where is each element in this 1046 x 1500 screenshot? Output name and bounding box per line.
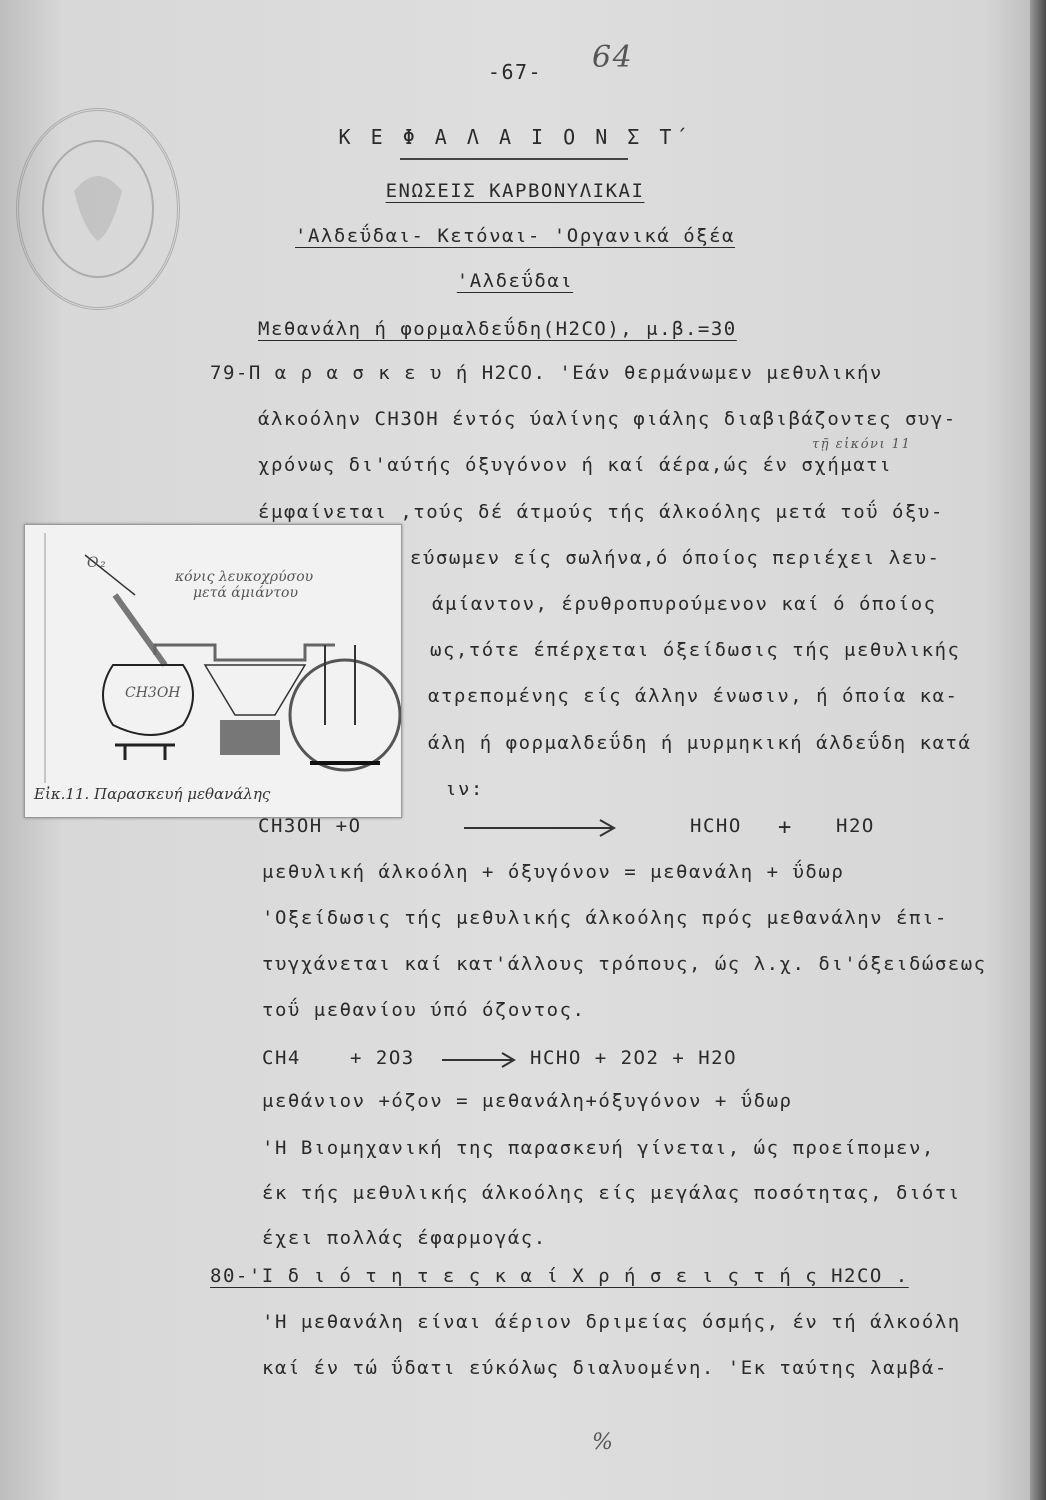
subtitle: 'Αλδεΰδαι- Κετόναι- 'Οργανικά όξέα xyxy=(295,225,735,247)
handwritten-correction: τῇ εἰκόνι 11 xyxy=(812,437,912,452)
eq2-term2: + 2O3 xyxy=(350,1047,415,1069)
pind-line: έκ τής μεθυλικής άλκοόλης είς μεγάλας ποσότητας, διότι xyxy=(262,1182,961,1204)
footer-mark: % xyxy=(592,1430,615,1455)
eq2-term3: HCHO + 2O2 + H2O xyxy=(530,1047,738,1069)
pox-line: τοΰ μεθανίου ύπό όζοντος. xyxy=(262,999,586,1021)
paragraph-80-heading: 80-'Ι δ ι ό τ η τ ε ς κ α ί Χ ρ ή σ ε ι ς τ ή ς H2CO . xyxy=(210,1265,909,1287)
pox-line: 'Οξείδωσις τής μεθυλικής άλκοόλης πρός μεθανάλην έπι- xyxy=(262,907,948,929)
eq1-arrow-icon xyxy=(462,818,622,838)
eq2-words: μεθάνιον +όζον = μεθανάλη+όξυγόνον + ΰδωρ xyxy=(262,1090,793,1112)
pind-line: έχει πολλάς έφαρμογάς. xyxy=(262,1227,547,1249)
figure-photo xyxy=(24,524,402,818)
p79-line: χρόνως δι'αύτής όξυγόνον ή καί άέρα,ώς έν σχήματι xyxy=(258,454,893,477)
eq1-product1: HCHO xyxy=(690,815,742,837)
eq2-term1: CH4 xyxy=(262,1047,301,1069)
eq1-words: μεθυλική άλκοόλη + όξυγόνον = μεθανάλη + ΰδωρ xyxy=(262,861,845,883)
eq1-lhs: CH3OH +O xyxy=(258,815,362,837)
label-asbestos: μετά άμιάντου xyxy=(193,585,298,601)
p79-line: άμίαντον, έρυθροπυρούμενον καί ό όποίος xyxy=(432,593,937,615)
p79-line: άλη ή φορμαλδεΰδη ή μυρμηκική άλδεΰδη κατά xyxy=(428,731,972,754)
p80-line: καί έν τώ ΰδατι εύκόλως διαλυομένη. 'Εκ ταύτης λαμβά- xyxy=(262,1357,948,1379)
p79-line: ατρεπομένης είς άλλην ένωσιν, ή όποία κα- xyxy=(428,685,959,708)
p79-line: εύσωμεν είς σωλήνα,ό όποίος περιέχει λευ- xyxy=(410,546,941,569)
p79-line: ιν: xyxy=(445,777,484,800)
chapter-underline xyxy=(400,158,628,160)
eq2-arrow-icon xyxy=(440,1050,520,1070)
pind-line: 'Η Βιομηχανική της παρασκευή γίνεται, ώς προείπομεν, xyxy=(262,1137,935,1159)
label-flask: CH3OH xyxy=(125,685,181,701)
handwritten-page-number: 64 xyxy=(592,40,634,75)
p79-line: ως,τότε έπέρχεται όξείδωσις τής μεθυλικής xyxy=(430,639,961,662)
compound-heading: Μεθανάλη ή φορμαλδεΰδη(H2CO), μ.β.=30 xyxy=(258,318,737,340)
label-oxygen: O₂ xyxy=(87,555,108,571)
pox-line: τυγχάνεται καί κατ'άλλους τρόπους, ώς λ.χ. δι'όξειδώσεως xyxy=(262,953,987,975)
page-edge-shadow xyxy=(1030,0,1046,1500)
chapter-title: Κ Ε Φ Α Λ Α Ι Ο Ν Σ Τ΄ xyxy=(338,125,692,149)
p79-line: έμφαίνεται ,τούς δέ άτμούς τής άλκοόλης μετά τοΰ όξυ- xyxy=(258,500,944,523)
p79-line: 79-Π α ρ α σ κ ε υ ή H2CO. 'Εάν θερμάνωμεν μεθυλικήν xyxy=(210,362,883,384)
p80-line: 'Η μεθανάλη είναι άέριον δριμείας όσμής, έν τή άλκοόλη xyxy=(262,1311,961,1333)
eq1-plus: + xyxy=(778,815,793,840)
eq1-product2: H2O xyxy=(836,815,875,837)
page-number: -67- xyxy=(487,60,543,84)
section-title: ΕΝΩΣΕΙΣ ΚΑΡΒΟΝΥΛΙΚΑΙ xyxy=(385,180,645,202)
p79-line: άλκοόλην CH3OH έντός ύαλίνης φιάλης διαβιβάζοντες συγ- xyxy=(258,408,957,431)
figure-caption: Εἰκ.11. Παρασκευή μεθανάλης xyxy=(34,785,271,803)
label-platinum: κόνις λευκοχρύσου xyxy=(175,569,314,585)
subsection-title: 'Αλδεΰδαι xyxy=(456,270,574,292)
